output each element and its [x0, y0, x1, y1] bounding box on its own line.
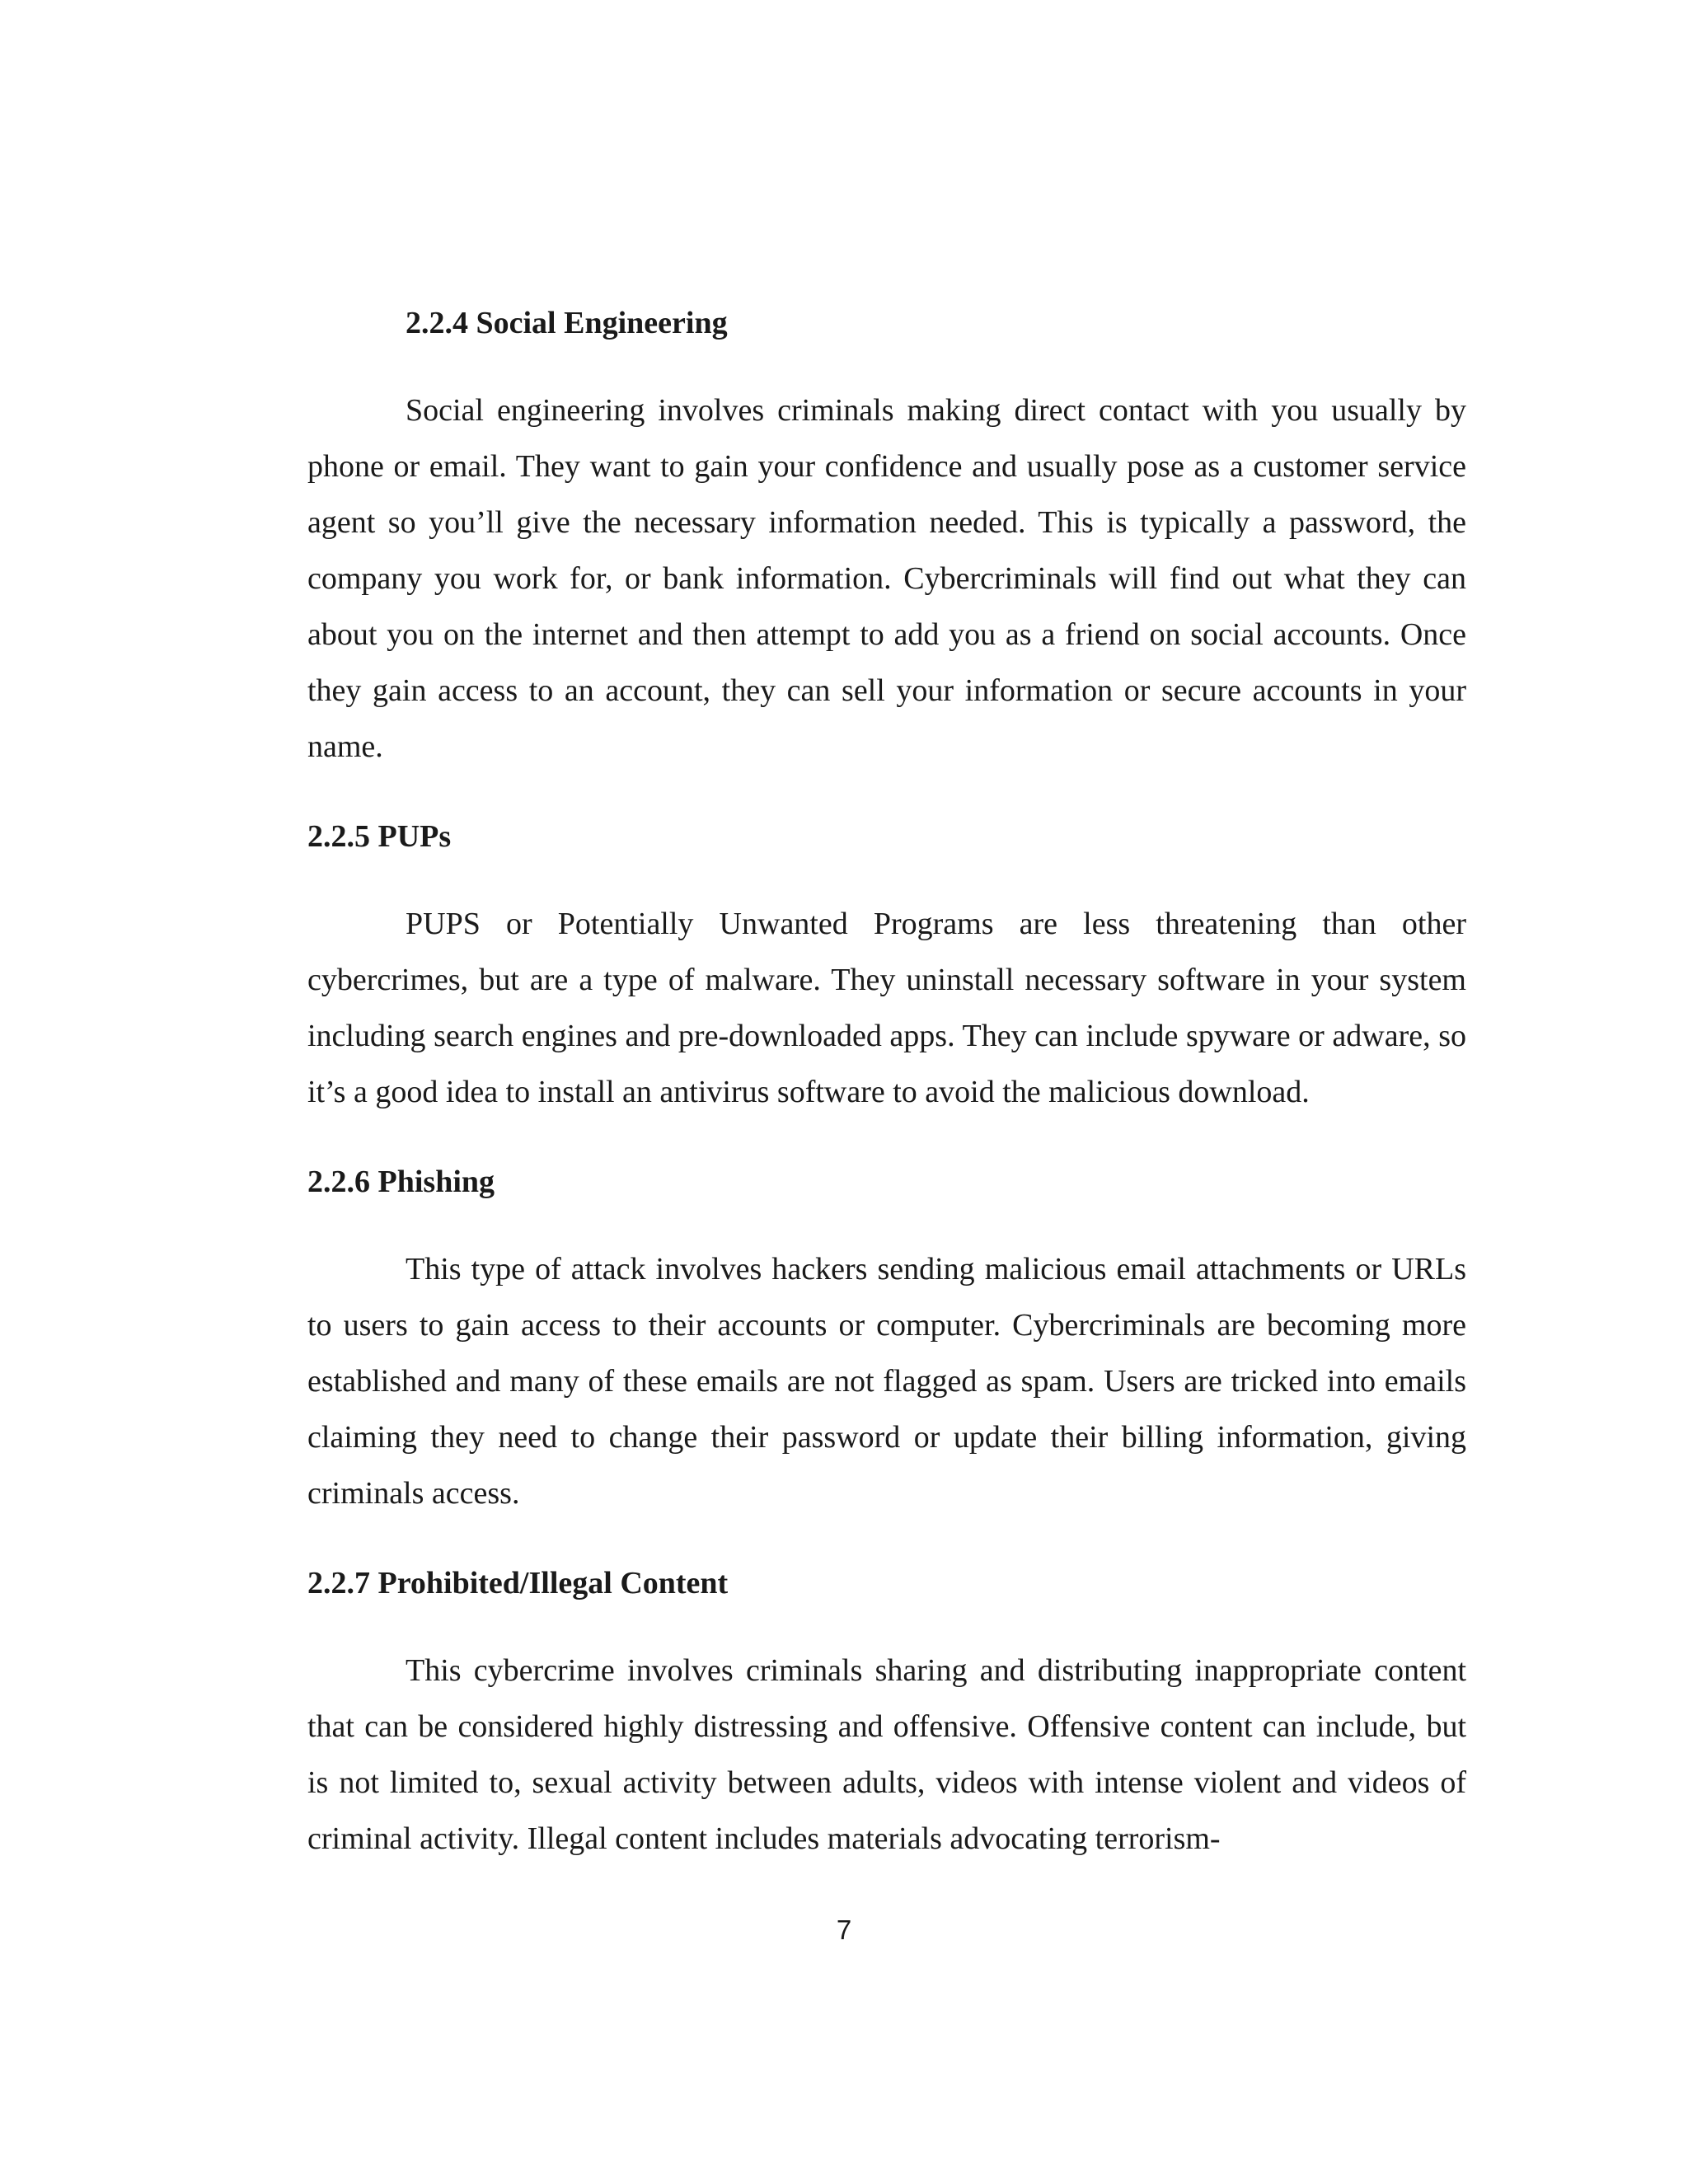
section-heading-prohibited-content: 2.2.7 Prohibited/Illegal Content	[307, 1566, 729, 1601]
section-heading-pups: 2.2.5 PUPs	[307, 819, 452, 854]
section-body-prohibited-content: This cybercrime involves criminals sharing and distributing inappropriate content that can be considered highly distressing and offensive. Offensive content can include, but is not limited to, sexual activity between adults, videos with intense violent and videos of criminal activity. Illegal content includes materials advocating terrorism-	[307, 1653, 1466, 1856]
section-heading-phishing: 2.2.6 Phishing	[307, 1165, 495, 1199]
page-content	[307, 303, 1466, 1867]
section-body-social-engineering: Social engineering involves criminals making direct contact with you usually by phone or email. They want to gain your confidence and usually pose as a customer service agent so you’ll give the necessary information needed. This is typically a password, the company you work for, or bank information. Cybercriminals will find out what they can about you on the internet and then attempt to add you as a friend on social accounts. Once they gain access to an account, they can sell your information or secure accounts in your name.	[307, 393, 1466, 764]
section-body-pups: PUPS or Potentially Unwanted Programs are less threatening than other cybercrimes, but are a type of malware. They uninstall necessary software in your system including search engines and pre-downloaded apps. They can include spyware or adware, so it’s a good idea to install an antivirus software to avoid the malicious download.	[307, 907, 1466, 1109]
section-body-phishing: This type of attack involves hackers sending malicious email attachments or URLs to users to gain access to their accounts or computer. Cybercriminals are becoming more established and many of these emails are not flagged as spam. Users are tricked into emails claiming they need to change their password or update their billing information, giving criminals access.	[307, 1252, 1466, 1511]
section-heading-social-engineering: 2.2.4 Social Engineering	[406, 306, 728, 340]
page-number: 7	[836, 1915, 852, 1945]
